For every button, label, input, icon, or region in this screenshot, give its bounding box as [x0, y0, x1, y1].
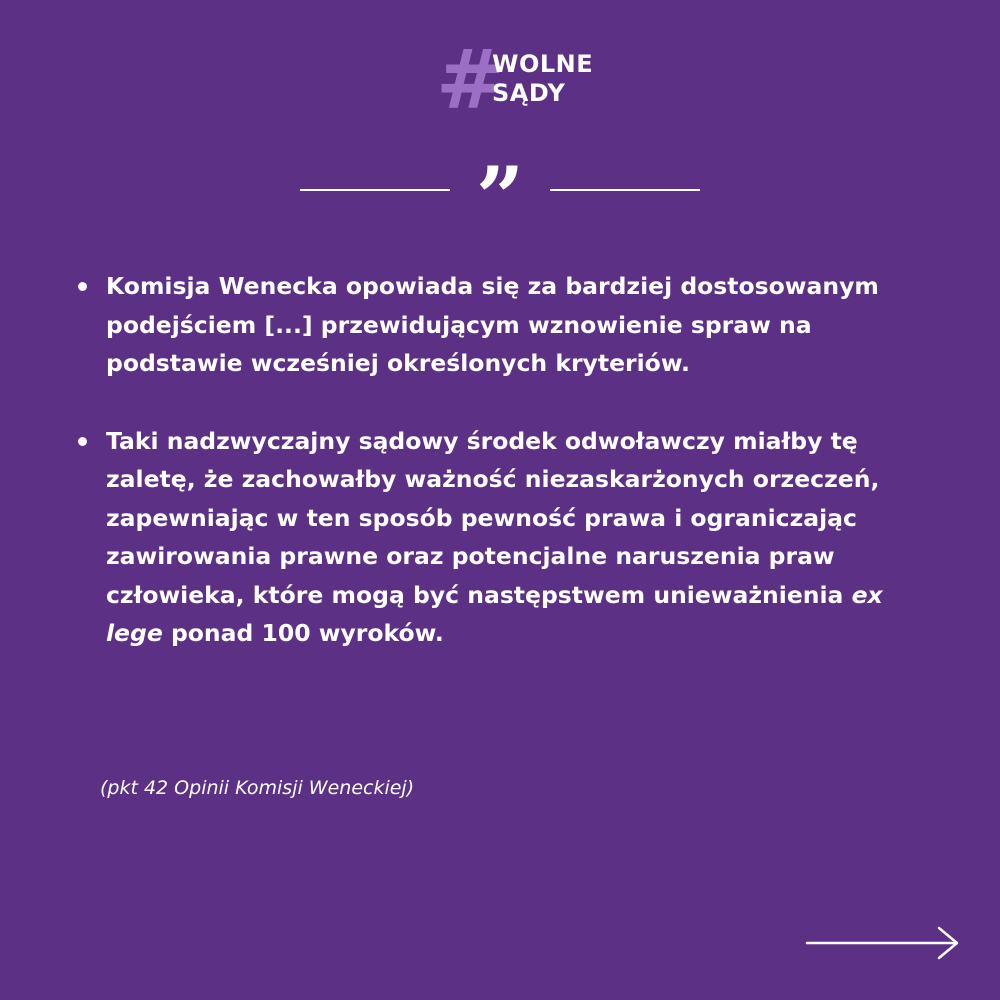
quotation-mark-icon: ”: [475, 148, 525, 247]
bullet-item-2: [78, 422, 908, 653]
bullet-item-1: [78, 267, 908, 383]
source-citation: (pkt 42 Opinii Komisji Weneckiej): [100, 777, 415, 799]
divider-line-right: [550, 189, 700, 191]
bullet-dot-icon: [78, 282, 87, 291]
bullet-text-after: ponad 100 wyroków.: [162, 619, 444, 647]
logo-line-1: WOLNE: [492, 50, 594, 78]
bullet-text: Komisja Wenecka opowiada się za bardziej dostosowanym podejściem [...] przewidującym wznowienie spraw na podstawie wcześniej określonych kryteriów.: [106, 272, 879, 377]
logo-wordmark: [492, 50, 593, 108]
wolne-sady-logo: [436, 33, 594, 128]
logo-line-2: SĄDY: [492, 79, 566, 107]
divider-line-left: [300, 189, 450, 191]
bullet-text-before: Taki nadzwyczajny sądowy środek odwoławczy miałby tę zaletę, że zachowałby ważność niezaskarżonych orzeczeń, zapewniając w ten sposób pewność prawa i ograniczając zawirowania prawne oraz potencjalne naruszenia praw człowieka, które mogą być następstwem unieważnienia: [106, 426, 880, 609]
bullet-text-italic: ex lege: [106, 580, 883, 647]
logo-hash-mark: #: [436, 33, 505, 128]
quote-bullet-list: [78, 267, 908, 653]
quote-divider: [300, 148, 700, 247]
bullet-dot-icon: [78, 437, 87, 446]
arrow-right-icon[interactable]: [805, 925, 961, 961]
